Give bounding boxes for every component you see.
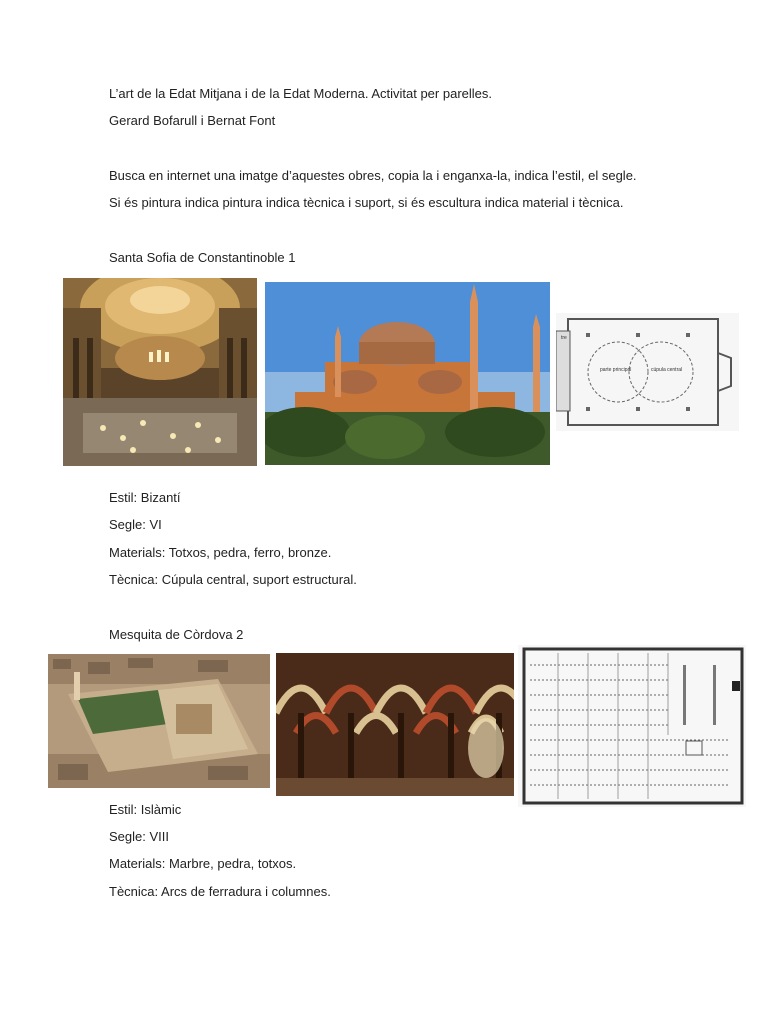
cordoba-mosque-floor-plan <box>518 645 746 807</box>
section2-tecnica: Tècnica: Arcs de ferradura i columnes. <box>109 884 331 899</box>
hagia-sophia-interior-photo <box>63 278 257 466</box>
hagia-sophia-exterior-photo <box>265 282 550 465</box>
section2-segle: Segle: VIII <box>109 829 169 844</box>
floor-plan-left-label: parte principal <box>600 367 632 373</box>
floor-plan-center-label: cúpula central <box>651 367 683 373</box>
section2-estil: Estil: Islàmic <box>109 802 182 817</box>
instruction-line-1: Busca en internet una imatge d’aquestes obres, copia la i enganxa-la, indica l’estil, el segle. <box>109 168 637 183</box>
section-heading-mesquita: Mesquita de Còrdova 2 <box>109 627 244 642</box>
section2-materials: Materials: Marbre, pedra, totxos. <box>109 856 297 871</box>
cordoba-mosque-arches-photo <box>276 653 514 796</box>
instruction-line-2: Si és pintura indica pintura indica tècnica i suport, si és escultura indica material i tècnica. <box>109 195 624 210</box>
floor-plan-side-label: tre <box>561 335 567 341</box>
cordoba-mosque-aerial-photo <box>48 654 270 788</box>
section-heading-santa-sofia: Santa Sofia de Constantinoble 1 <box>109 250 296 265</box>
document-title: L’art de la Edat Mitjana i de la Edat Moderna. Activitat per parelles. <box>109 86 492 101</box>
hagia-sophia-floor-plan <box>556 313 739 431</box>
section1-estil: Estil: Bizantí <box>109 490 181 505</box>
section1-materials: Materials: Totxos, pedra, ferro, bronze. <box>109 545 332 560</box>
authors: Gerard Bofarull i Bernat Font <box>109 113 276 128</box>
section1-tecnica: Tècnica: Cúpula central, suport estructural. <box>109 572 357 587</box>
section1-segle: Segle: VI <box>109 517 162 532</box>
